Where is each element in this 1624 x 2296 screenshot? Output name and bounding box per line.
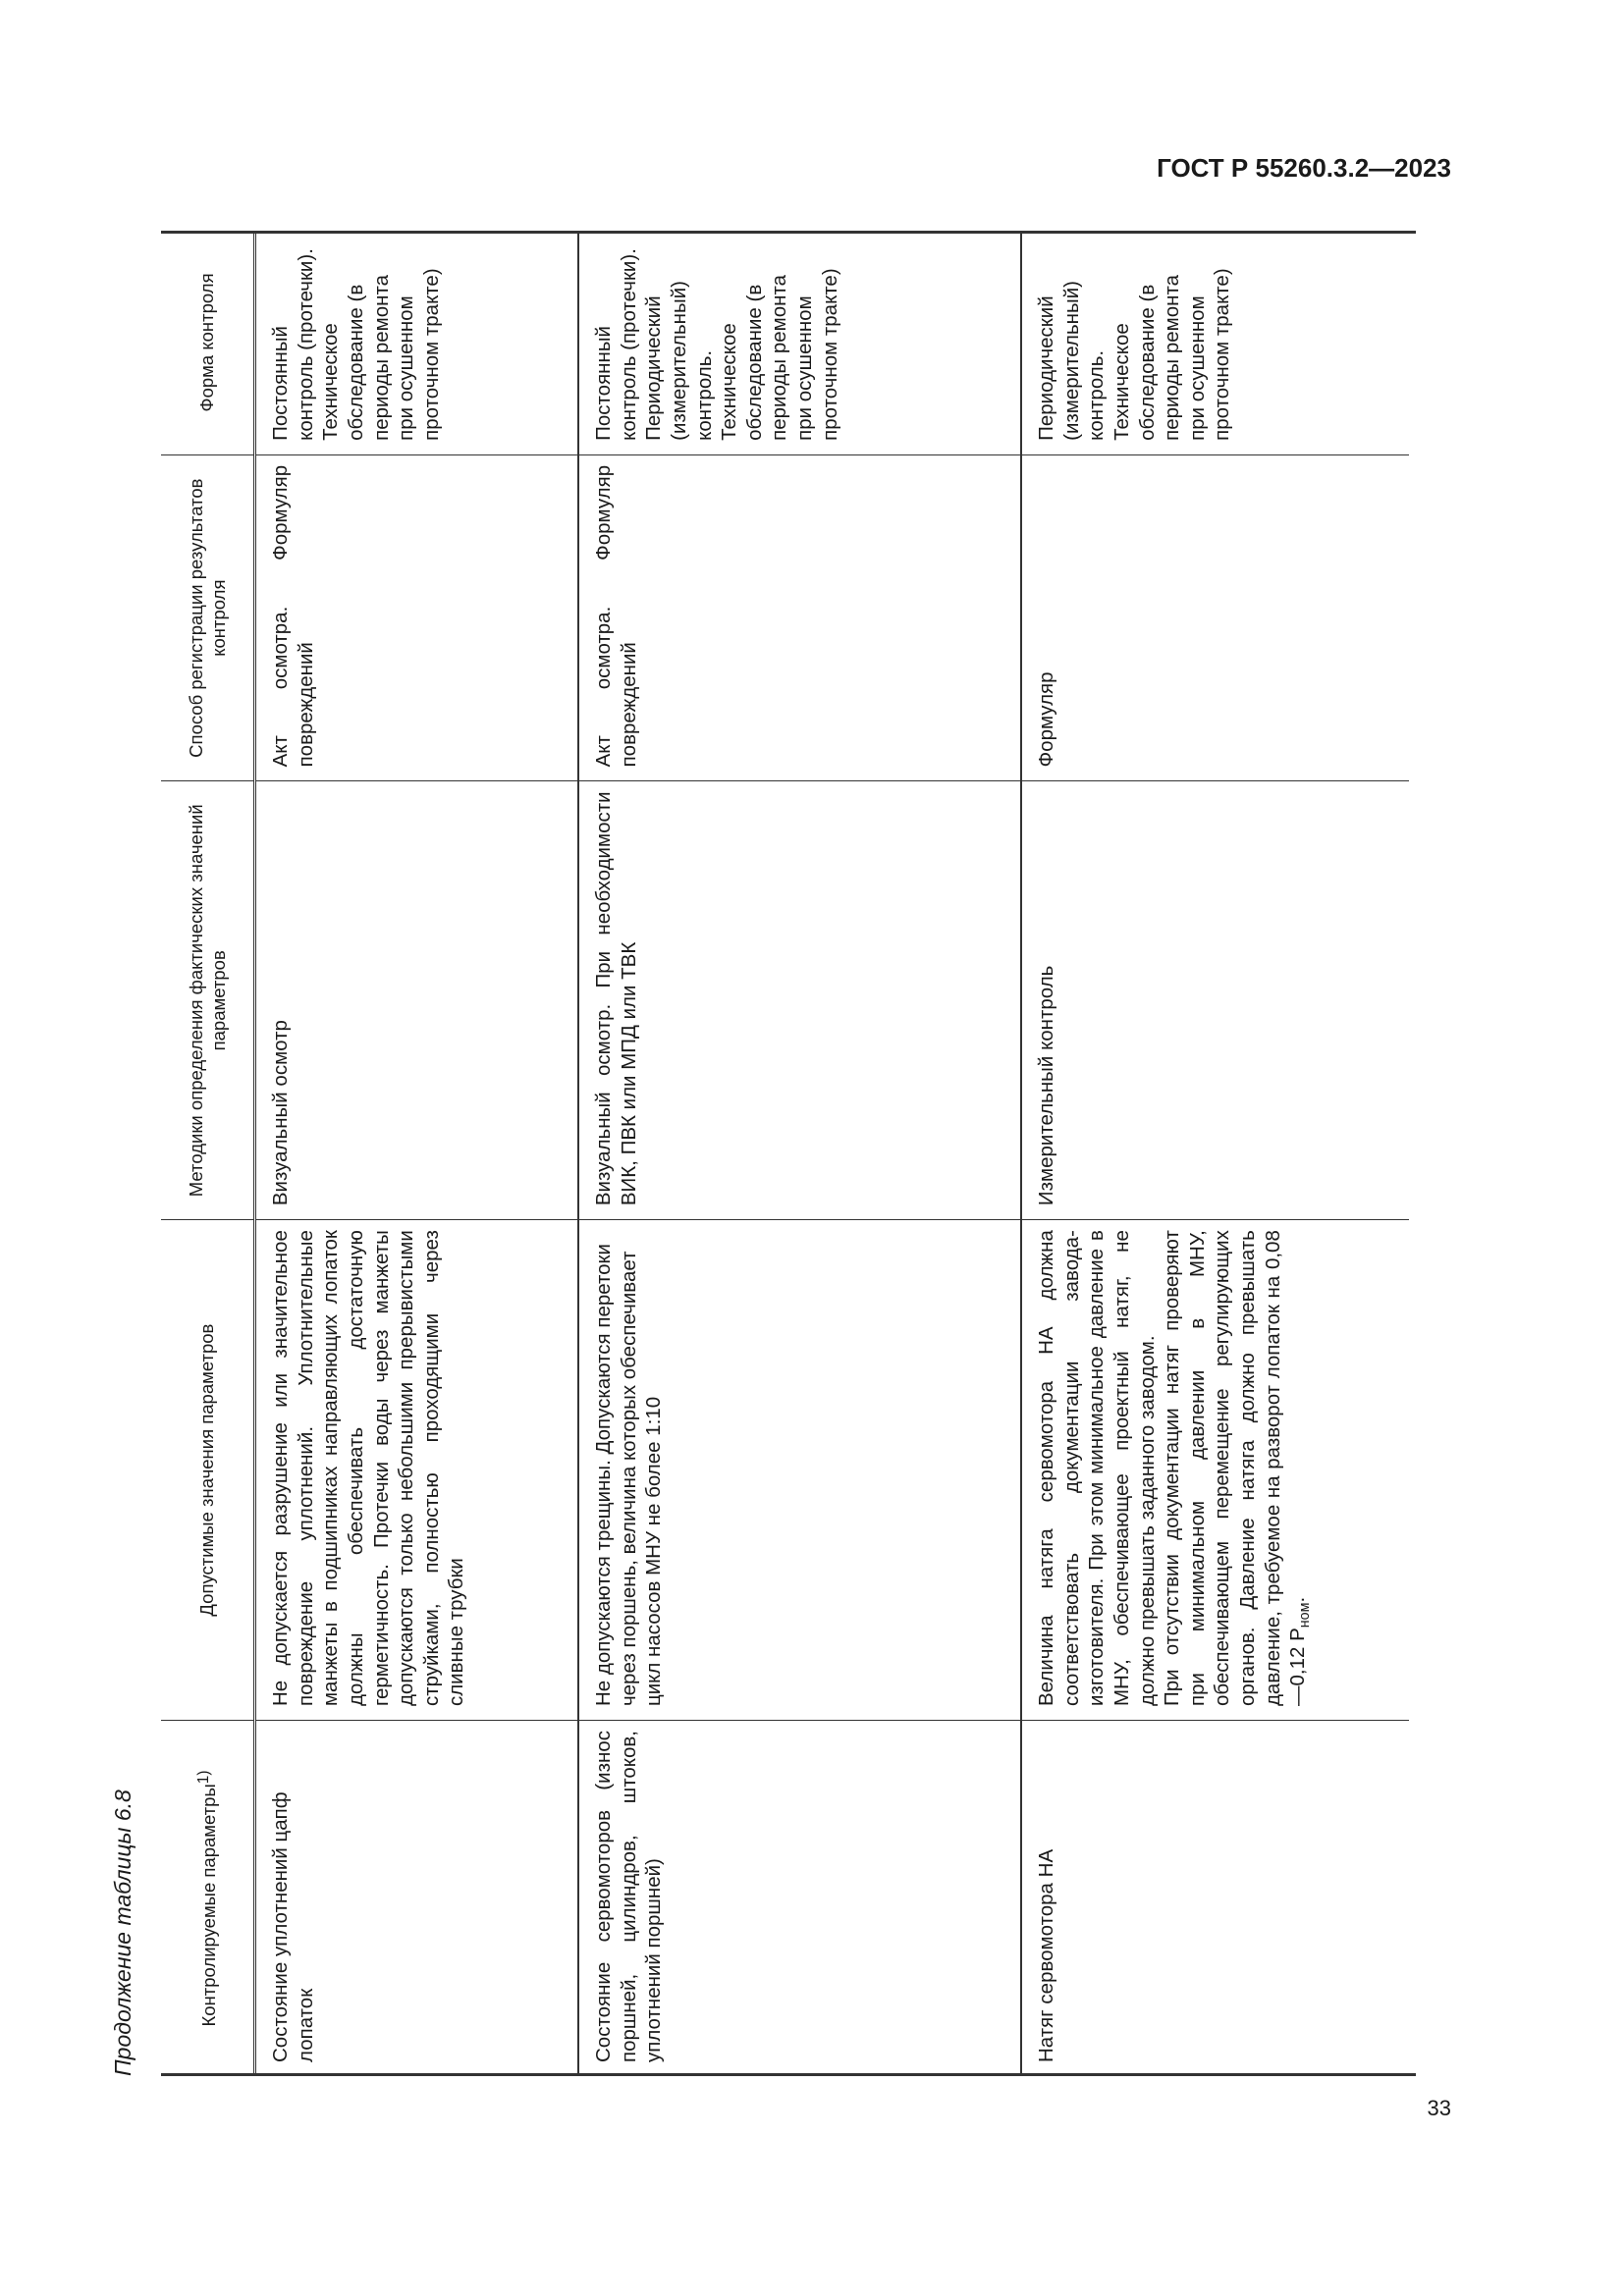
column-header-registration: Способ регистрации результатов контроля — [161, 454, 255, 781]
table-row — [255, 231, 579, 2076]
column-header-parameters — [161, 1721, 255, 2076]
table-header-row — [161, 231, 255, 2076]
rotated-table-region — [110, 231, 1416, 2076]
table-row — [1021, 231, 1409, 2076]
cell-registration: Формуляр — [1021, 454, 1409, 781]
page-number: 33 — [1427, 2096, 1451, 2120]
column-header-allowed-values: Допустимые значения параметров — [161, 1220, 255, 1721]
allowed-paragraph-2 — [1160, 1230, 1315, 1706]
cell-registration: Акт осмотра. Формуляр повреждений — [578, 454, 1021, 781]
column-header-parameters-label: Контролируемые параметры — [198, 1784, 220, 2027]
column-header-control-form: Форма контроля — [161, 231, 255, 454]
table-caption: Продолжение таблицы 6.8 — [110, 1789, 135, 2076]
column-header-methods: Методики определения фактических значений параметров — [161, 781, 255, 1220]
cell-parameter: Натяг сервомотора НА — [1035, 1848, 1057, 2062]
cell-allowed-values — [1021, 1220, 1409, 1721]
allowed-paragraph-2-end: . — [1286, 1596, 1310, 1603]
cell-parameter: Состояние сервомоторов (износ поршней, цилиндров, штоков, уплотнений поршней) — [578, 1721, 1021, 2076]
table-row — [578, 231, 1021, 2076]
cell-method: Визуальный осмотр — [255, 781, 579, 1220]
control-parameters-table — [161, 231, 1409, 2076]
cell-control-form: Постоянный контроль (протечки). Техническое обследование (в периоды ремонта при осушенном проточном тракте) — [255, 231, 579, 454]
cell-control-form: Постоянный контроль (протечки). Периодический (измерительный) контроль. Техническое обследование (в периоды ремонта при осушенном проточном тракте) — [578, 231, 1021, 454]
cell-allowed-values: Не допускаются трещины. Допускаются перетоки через поршень, величина которых обеспечивает цикл насосов МНУ не более 1:10 — [578, 1220, 1021, 1721]
cell-allowed-values: Не допускается разрушение или значительное повреждение уплотнений. Уплотнительные манжеты в подшипниках направляющих лопаток должны обеспечивать достаточную герметичность. Протечки воды через манжеты допускаются только небольшими прерывистыми струйками, полностью проходящими через сливные трубки — [255, 1220, 579, 1721]
cell-method: Измерительный контроль — [1021, 781, 1409, 1220]
cell-registration: Акт осмотра. Формуляр повреждений — [255, 454, 579, 781]
cell-parameter: Состояние уплотнений цапф лопаток — [255, 1721, 579, 2076]
footnote-marker: 1) — [194, 1770, 212, 1785]
nominal-subscript: ном — [1297, 1602, 1314, 1629]
allowed-paragraph-2-text: При отсутствии документации натяг проверяют при минимальном давлении в МНУ, обеспечивающем перемещение регулирующих органов. Давление натяга должно превышать давление, требуемое на разворот лопаток на 0,08—0,12 P — [1161, 1230, 1310, 1707]
cell-method: Визуальный осмотр. При необходимости ВИК, ПВК или МПД или ТВК — [578, 781, 1021, 1220]
allowed-paragraph-1: Величина натяга сервомотора НА должна соответствовать документации завода-изготовителя. При этом минимальное давление в МНУ, обеспечивающее проектный натяг, не должно превышать заданного заводом. — [1035, 1230, 1159, 1707]
cell-control-form: Периодический (измерительный) контроль. Техническое обследование (в периоды ремонта при осушенном проточном тракте) — [1021, 231, 1409, 454]
document-standard-number: ГОСТ Р 55260.3.2—2023 — [1157, 153, 1451, 183]
